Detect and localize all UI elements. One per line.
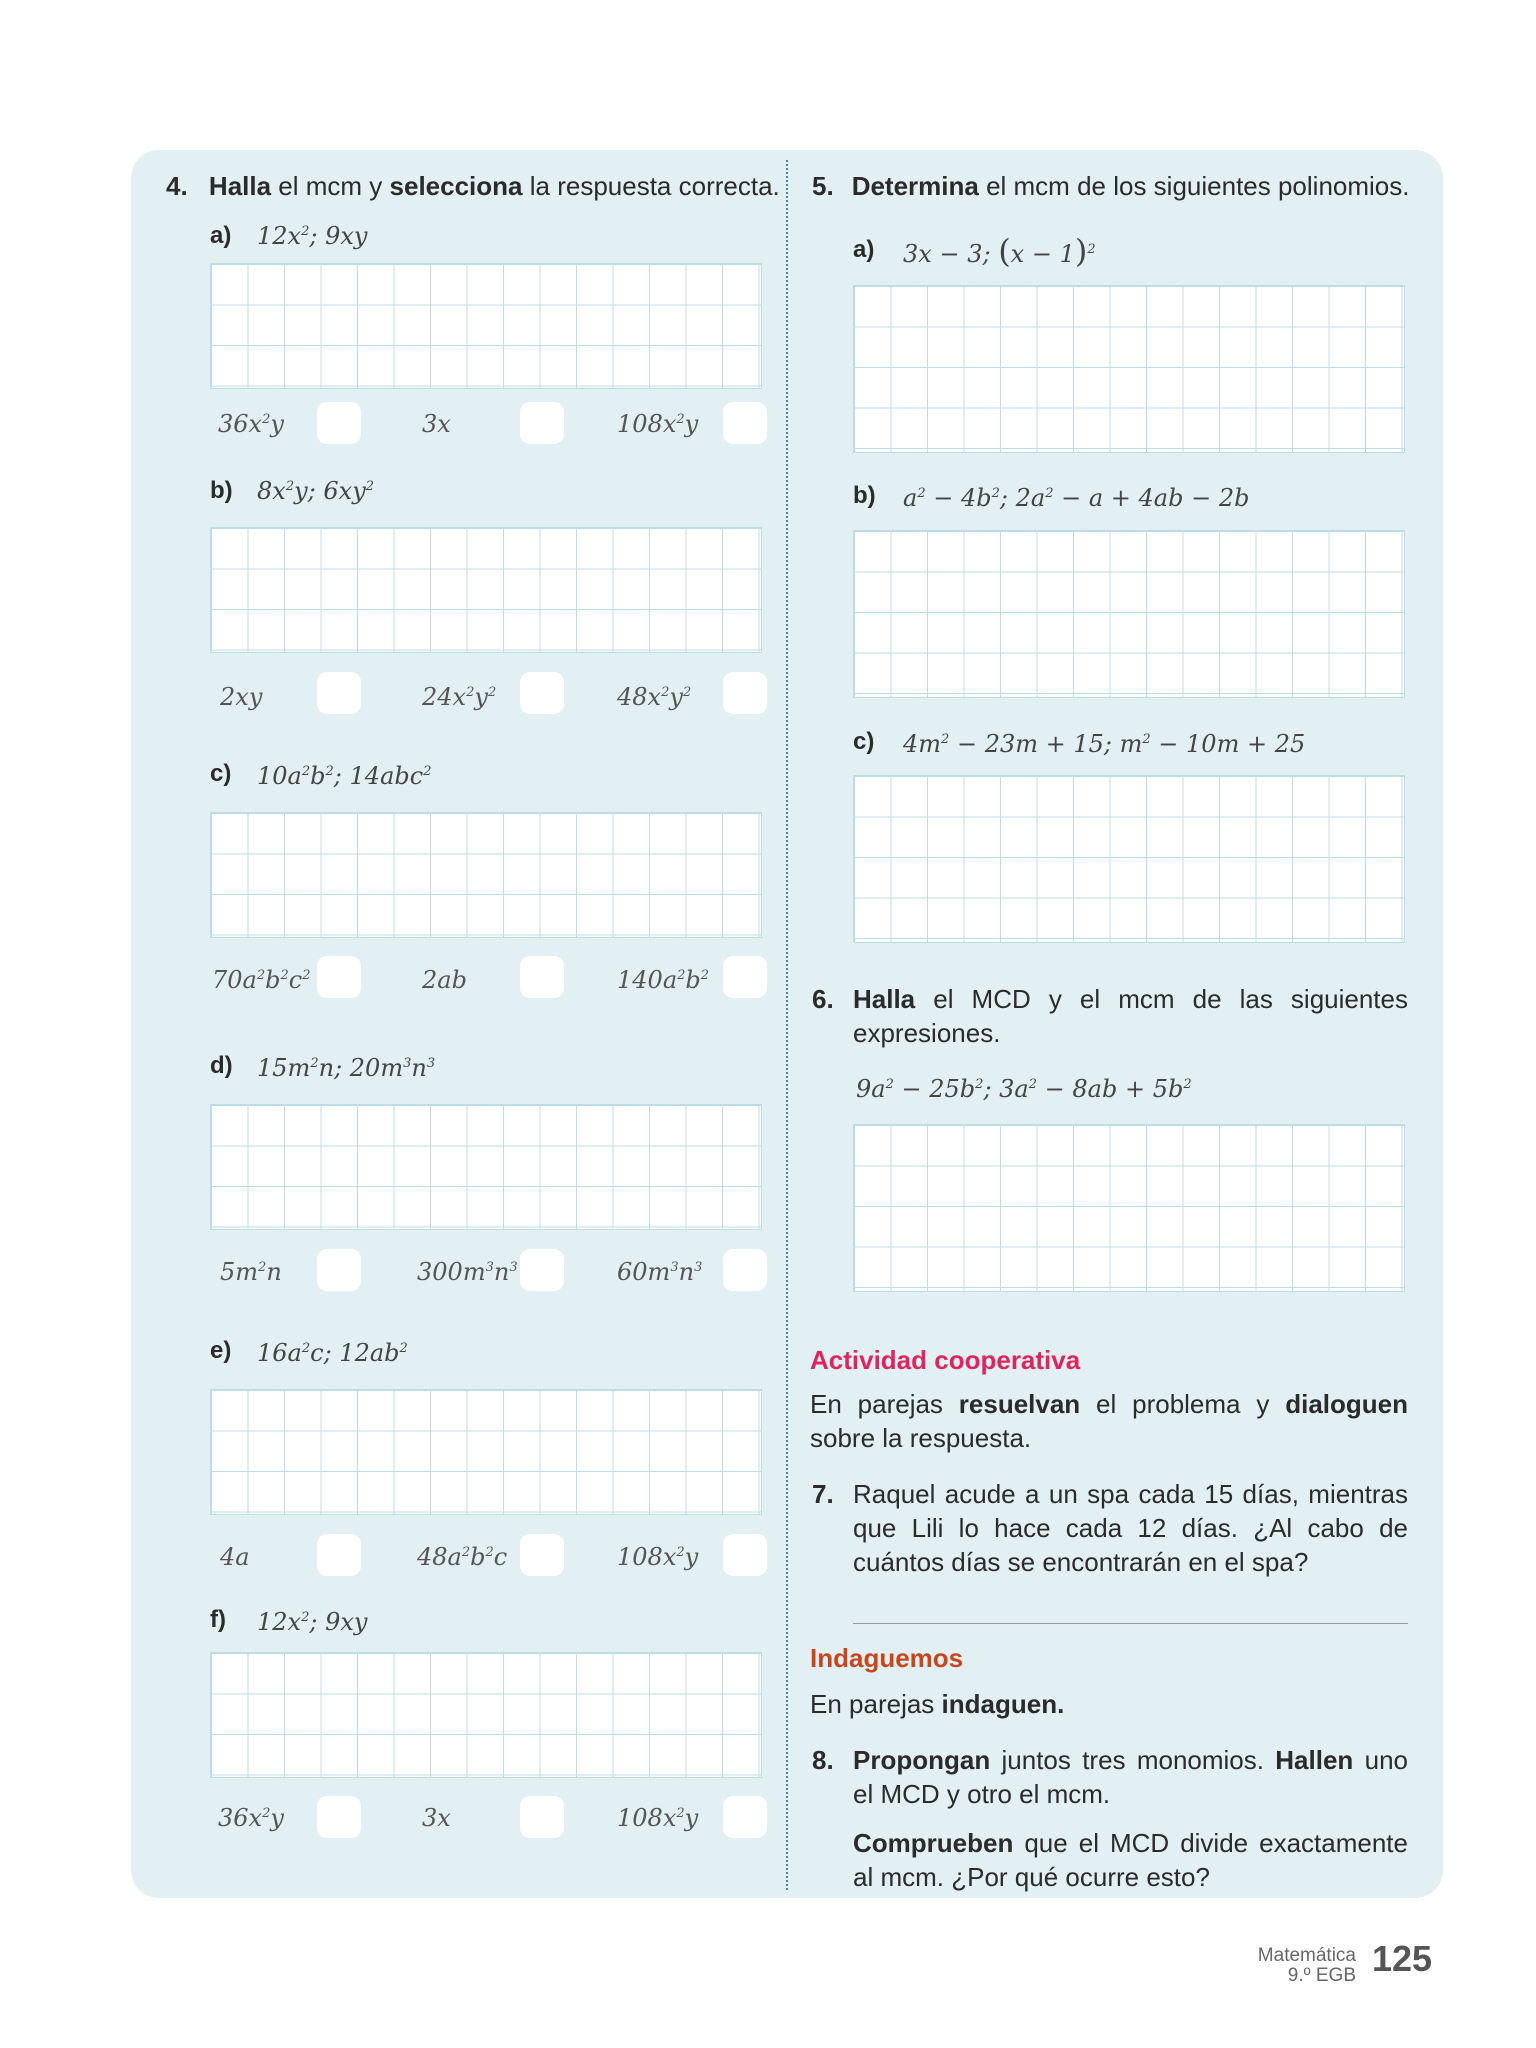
q4a-checkbox-1[interactable] [317, 402, 361, 444]
q8-text-2 [853, 1826, 1408, 1894]
q4-number: 4. [166, 171, 188, 201]
q4b-label: b) [210, 477, 233, 504]
indag-heading: Indaguemos [810, 1643, 964, 1673]
q4f-checkbox-2[interactable] [520, 1796, 564, 1838]
q4a-expression: $12x^2$; 9xy [257, 222, 368, 250]
q5a-answer-grid[interactable] [853, 285, 1405, 453]
q4b-expression: $8x^2y$; $6xy^2$ [257, 477, 375, 505]
q4c-checkbox-2[interactable] [520, 956, 564, 998]
q4b-answer-grid[interactable] [210, 527, 762, 653]
q6-heading [853, 982, 1408, 1050]
q7-number: 7. [812, 1479, 834, 1509]
q4e-option-1: 4a [220, 1543, 250, 1571]
q4f-checkbox-3[interactable] [723, 1796, 767, 1838]
q5b-answer-grid[interactable] [853, 530, 1405, 698]
q8-number: 8. [812, 1745, 834, 1775]
q4b-checkbox-3[interactable] [723, 672, 767, 714]
q5-title-bold: Determina [851, 171, 979, 201]
q4c-label: c) [210, 760, 232, 787]
q4a-checkbox-3[interactable] [723, 402, 767, 444]
q4e-label: e) [210, 1337, 232, 1364]
q4e-checkbox-2[interactable] [520, 1534, 564, 1576]
q4-title-end: la respuesta correcta. [522, 171, 780, 201]
q4a-option-1: $36x^2y$ [218, 410, 284, 438]
indag-instructions [810, 1687, 1064, 1721]
q4d-option-3: $60m^3n^3$ [617, 1258, 703, 1286]
q4b-option-2: $24x^2y^2$ [422, 683, 497, 711]
q8-text-1 [853, 1743, 1408, 1811]
q5b-label: b) [853, 482, 876, 509]
q6-expression: $9a^2 - 25b^2$; $3a^2 - 8ab + 5b^2$ [856, 1075, 1192, 1103]
q4a-checkbox-2[interactable] [520, 402, 564, 444]
q4a-label: a) [210, 222, 232, 249]
q4a-option-3: $108x^2y$ [617, 410, 699, 438]
q4c-expression: $10a^2b^2$; 14abc$^2$ [257, 762, 432, 790]
q4e-option-3: $108x^2y$ [617, 1543, 699, 1571]
q4f-option-1: $36x^2y$ [218, 1804, 284, 1832]
coop-instructions [810, 1387, 1408, 1455]
q4b-option-3: $48x^2y^2$ [617, 683, 692, 711]
q5a-label: a) [853, 236, 875, 263]
q6-title-rest: el MCD y el mcm de las siguientes expresiones. [853, 984, 1408, 1048]
section-separator [853, 1623, 1408, 1624]
coop-bold-2: dialoguen [1285, 1389, 1408, 1419]
coop-text-1: En parejas [810, 1389, 959, 1419]
q5-title-rest: el mcm de los siguientes polinomios. [978, 171, 1410, 201]
q4c-option-3: $140a^2b^2$ [617, 966, 710, 994]
indag-text-1: En parejas [810, 1689, 942, 1719]
q4-heading [166, 169, 780, 203]
coop-heading: Actividad cooperativa [810, 1345, 1081, 1375]
q4c-answer-grid[interactable] [210, 812, 762, 938]
coop-bold-1: resuelvan [958, 1389, 1081, 1419]
q6-number: 6. [812, 984, 834, 1014]
q4c-option-2: 2ab [422, 966, 467, 994]
coop-text-2: el problema y [1080, 1389, 1286, 1419]
q4b-checkbox-2[interactable] [520, 672, 564, 714]
indag-bold-1: indaguen. [941, 1689, 1065, 1719]
column-divider [786, 160, 788, 1890]
q5-number: 5. [812, 171, 834, 201]
q7-text: Raquel acude a un spa cada 15 días, mientras que Lili lo hace cada 12 días. ¿Al cabo de cuántos días se encontrarán en el spa? [853, 1479, 1408, 1577]
q4d-option-2: $300m^3n^3$ [417, 1258, 518, 1286]
q4e-checkbox-1[interactable] [317, 1534, 361, 1576]
q4e-checkbox-3[interactable] [723, 1534, 767, 1576]
q8-bold-1: Propongan [853, 1745, 991, 1775]
q4-title-bold2: selecciona [389, 171, 523, 201]
q5a-expression: 3x − 3; $(x - 1)^2$ [903, 232, 1096, 270]
q8-bold-2: Hallen [1275, 1745, 1354, 1775]
q4c-checkbox-3[interactable] [723, 956, 767, 998]
q4d-checkbox-3[interactable] [723, 1249, 767, 1291]
q5b-expression: $a^2 - 4b^2$; $2a^2 - a + 4ab - 2b$ [903, 484, 1250, 512]
q4b-checkbox-1[interactable] [317, 672, 361, 714]
q4d-answer-grid[interactable] [210, 1104, 762, 1230]
q4e-expression: $16a^2c$; $12ab^2$ [257, 1339, 408, 1367]
footer-subject [1160, 1946, 1356, 1986]
q4d-label: d) [210, 1052, 233, 1079]
q5c-label: c) [853, 728, 875, 755]
q6-answer-grid[interactable] [853, 1124, 1405, 1292]
q4f-expression: $12x^2$; 9xy [257, 1608, 368, 1636]
footer-grade: 9.º EGB [1287, 1965, 1356, 1986]
q4f-option-2: 3x [422, 1804, 451, 1832]
q4-title-mid: el mcm y [271, 171, 390, 201]
q4f-checkbox-1[interactable] [317, 1796, 361, 1838]
q4b-option-1: 2xy [220, 683, 263, 711]
q4a-option-2: 3x [422, 410, 451, 438]
q4-title-bold1: Halla [208, 171, 272, 201]
coop-text-3: sobre la respuesta. [810, 1423, 1032, 1453]
q8-text-b: uno el MCD y otro el mcm. [853, 1745, 1408, 1809]
q5c-expression: $4m^2 - 23m + 15$; $m^2 - 10m + 25$ [903, 730, 1306, 758]
q4d-expression: $15m^2n$; $20m^3n^3$ [257, 1054, 436, 1082]
q4c-checkbox-1[interactable] [317, 956, 361, 998]
footer-subject-name: Matemática [1257, 1945, 1356, 1966]
q4c-option-1: $70a^2b^2c^2$ [212, 966, 311, 994]
q8-text-a: juntos tres monomios. [990, 1745, 1276, 1775]
q4f-answer-grid[interactable] [210, 1652, 762, 1778]
page-number: 125 [1372, 1938, 1433, 1979]
q4f-label: f) [210, 1606, 226, 1633]
q8-bold-3: Comprueben [853, 1828, 1014, 1858]
q5-heading [812, 169, 1409, 203]
q4f-option-3: $108x^2y$ [617, 1804, 699, 1832]
q4e-answer-grid[interactable] [210, 1389, 762, 1515]
q4a-answer-grid[interactable] [210, 263, 762, 389]
q4d-option-1: $5m^2n$ [220, 1258, 282, 1286]
q4d-checkbox-1[interactable] [317, 1249, 361, 1291]
q5c-answer-grid[interactable] [853, 775, 1405, 943]
q4e-option-2: $48a^2b^2c$ [417, 1543, 508, 1571]
q8-text-c: que el MCD divide exactamente al mcm. ¿Por qué ocurre esto? [853, 1828, 1408, 1892]
q6-title-bold: Halla [853, 984, 916, 1014]
q4d-checkbox-2[interactable] [520, 1249, 564, 1291]
